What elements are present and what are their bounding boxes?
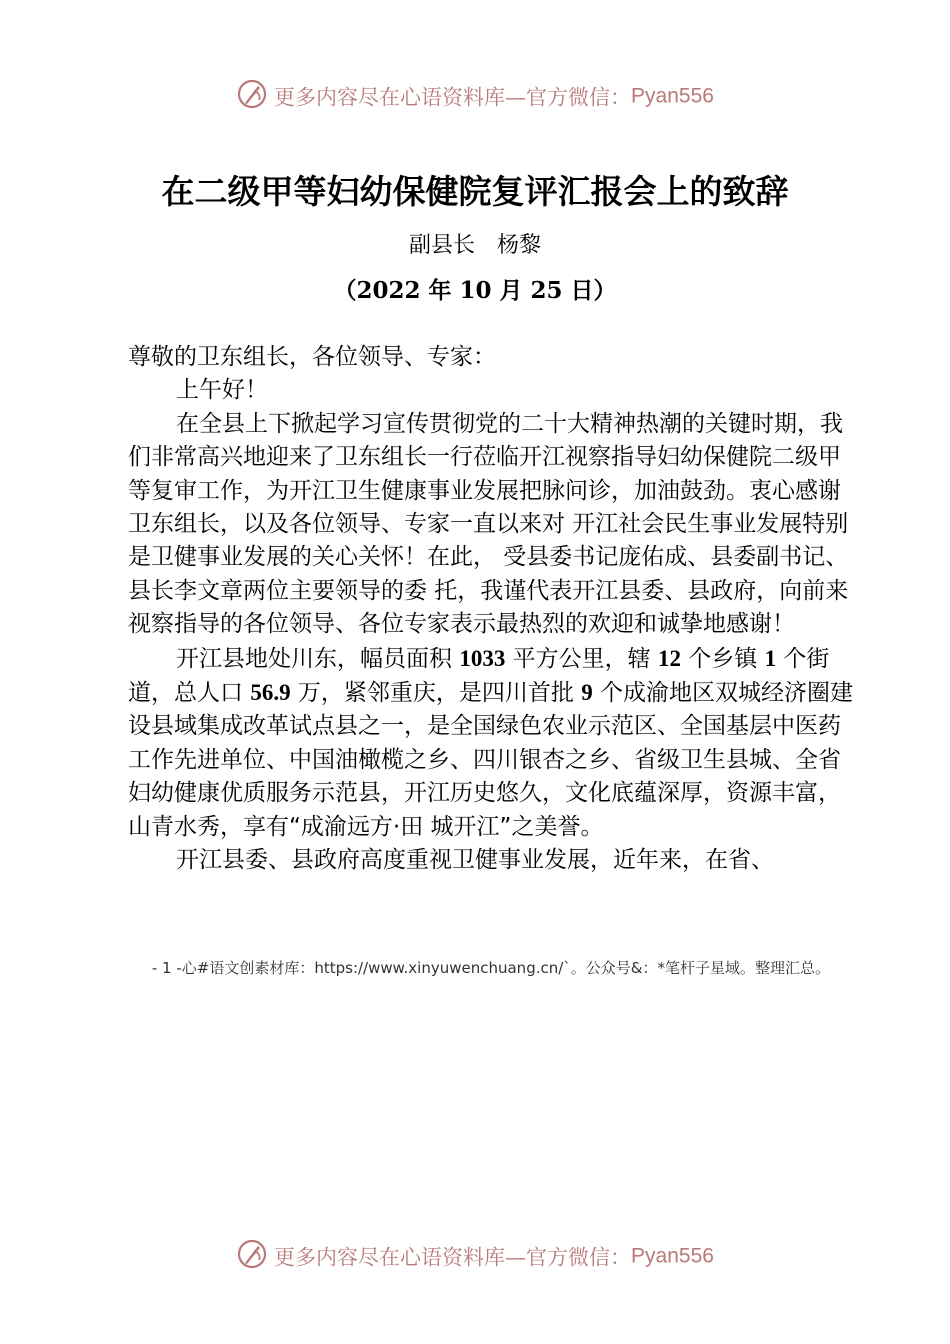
townships-count: 12 (657, 645, 681, 671)
header-watermark-text: 更多内容尽在心语资料库—官方微信： (274, 85, 632, 110)
area-value: 1033 (459, 645, 506, 671)
paragraph-1: 在全县上下掀起学习宣传贯彻党的二十大精神热潮的关键时期，我们非常高兴地迎来了卫东组长一行莅临开江视察指导妇幼保健院二级甲等复审工作，为开江卫生健康事业发展把脉问诊，加油鼓劲。衷心感谢卫东组长，以及各位领导、专家一直以来对 开江社会民生事业发展特别是卫健事业发展的关心关怀！在此， 受县委书记庞佑成、县委副书记、县长李文章两位主要领导的委 托，我谨代表开江县委、县政府，向前来视察指导的各位领导、各位专家表示最热烈的欢迎和诚挚地感谢！ (128, 410, 849, 638)
subdistricts-count: 1 (764, 645, 777, 671)
header-watermark-banner (0, 78, 950, 115)
footer-watermark-banner (0, 1238, 950, 1275)
header-wechat-id: Pyan556 (631, 84, 714, 108)
document-title: 在二级甲等妇幼保健院复评汇报会上的致辞 (161, 172, 789, 211)
speech-date: （2022 年 10 月 25 日） (333, 277, 617, 304)
pilot-counties-count: 9 (581, 680, 593, 706)
quill-pen-logo-icon (236, 78, 268, 115)
population-value: 56.9 (250, 680, 291, 706)
page-footer: - 1 -心#语文创素材库：https://www.xinyuwenchuang.cn/`。公众号&：*笔杆子星域。整理汇总。 (151, 959, 830, 977)
footer-watermark-text: 更多内容尽在心语资料库—官方微信： (274, 1245, 632, 1270)
speaker-byline: 副县长 杨黎 (408, 233, 541, 258)
speech-body (128, 341, 858, 878)
greeting: 上午好！ (176, 377, 268, 404)
paragraph-3: 开江县委、县政府高度重视卫健事业发展，近年来，在省、 (176, 847, 774, 874)
footer-wechat-id: Pyan556 (631, 1244, 714, 1268)
quill-pen-logo-icon (236, 1238, 268, 1275)
salutation: 尊敬的卫东组长，各位领导、专家： (128, 344, 496, 370)
paragraph-2: 开江县地处川东，幅员面积 1033 平方公里，辖 12 个乡镇 1 个街道，总人口 56.9 万，紧邻重庆，是四川首批 9 个成渝地区双城经济圈建设县域集成改革试点县之一，是全国绿色农业示范区、全国基层中医药工作先进单位、中国油橄榄之乡、四川银杏之乡、省级卫生县城、全省妇幼健康优质服务示范县，开江历史悠久，文化底蕴深厚，资源丰富，山青水秀，享有“成渝远方·田 城开江”之美誉。 (128, 645, 853, 840)
